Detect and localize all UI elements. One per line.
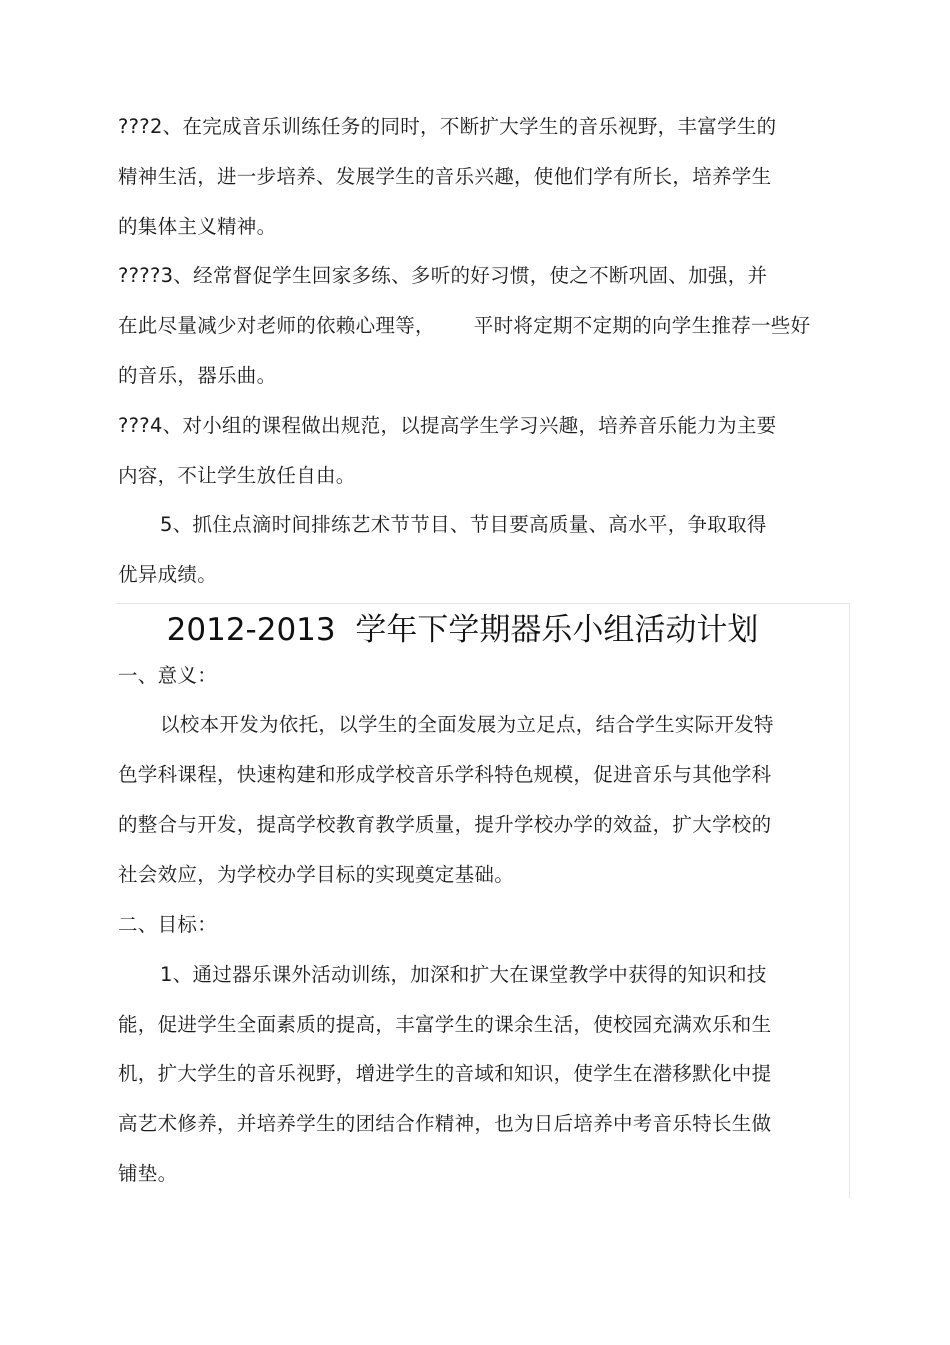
paragraph-line: 的集体主义精神。: [118, 215, 277, 238]
paragraph-line: 内容，不让学生放任自由。: [118, 464, 356, 487]
paragraph-line: 社会效应，为学校办学目标的实现奠定基础。: [118, 863, 515, 886]
paragraph-line: 色学科课程，快速构建和形成学校音乐学科特色规模，促进音乐与其他学科: [118, 763, 772, 786]
paragraph-line: ???4、对小组的课程做出规范，以提高学生学习兴趣，培养音乐能力为主要: [118, 414, 777, 437]
paragraph-line: 机，扩大学生的音乐视野，增进学生的音域和知识，使学生在潜移默化中提: [118, 1062, 772, 1085]
paragraph-line: 优异成绩。: [118, 563, 218, 586]
paragraph-line: 在此尽量减少对老师的依赖心理等， 平时将定期不定期的向学生推荐一些好: [118, 314, 811, 337]
paragraph-line: 5、抓住点滴时间排练艺术节节目、节目要高质量、高水平，争取取得: [160, 513, 767, 536]
paragraph-line: 1、通过器乐课外活动训练，加深和扩大在课堂教学中获得的知识和技: [160, 963, 767, 986]
paragraph-line: 以校本开发为依托，以学生的全面发展为立足点，结合学生实际开发特: [160, 713, 774, 736]
section-heading: 二、目标：: [118, 913, 218, 936]
page-frame: [115, 603, 850, 1198]
paragraph-line: 的整合与开发，提高学校教育教学质量，提升学校办学的效益，扩大学校的: [118, 813, 772, 836]
paragraph-line: 铺垫。: [118, 1162, 178, 1185]
section-heading: 一、意义：: [118, 664, 218, 687]
paragraph-line: 能，促进学生全面素质的提高，丰富学生的课余生活，使校园充满欢乐和生: [118, 1013, 772, 1036]
paragraph-line: 高艺术修养，并培养学生的团结合作精神，也为日后培养中考音乐特长生做: [118, 1112, 772, 1135]
paragraph-line: ???2、在完成音乐训练任务的同时，不断扩大学生的音乐视野，丰富学生的: [118, 115, 777, 138]
paragraph-line: 精神生活，进一步培养、发展学生的音乐兴趣，使他们学有所长，培养学生: [118, 165, 772, 188]
document-title: 2012-2013 学年下学期器乐小组活动计划: [166, 612, 759, 648]
paragraph-line: 的音乐，器乐曲。: [118, 364, 277, 387]
paragraph-line: ????3、经常督促学生回家多练、多听的好习惯，使之不断巩固、加强，并: [118, 264, 768, 287]
